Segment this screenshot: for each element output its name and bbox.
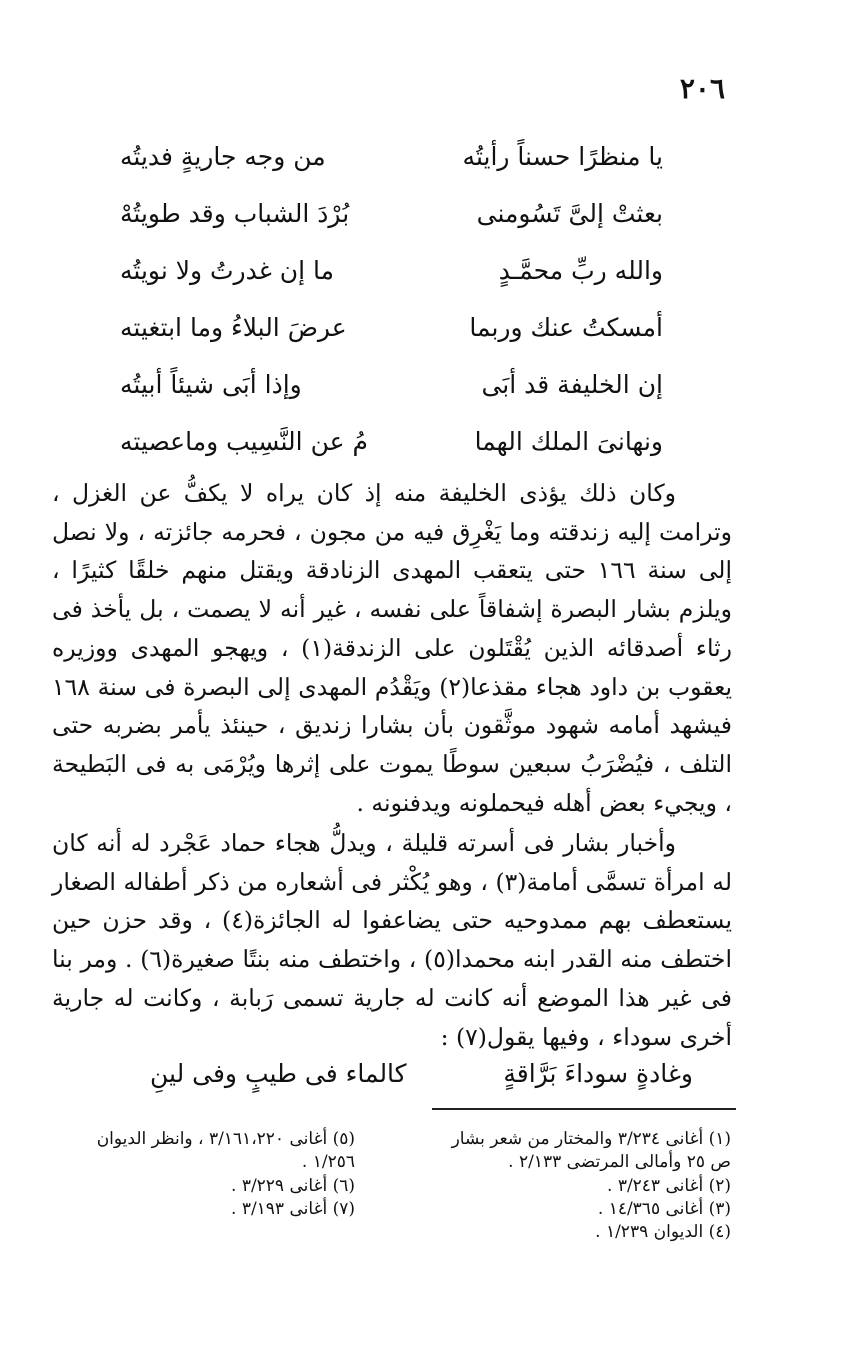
- footnote-line: (٤) الديوان ١/٢٣٩ .: [595, 1222, 731, 1243]
- footnote-line: (٥) أغانى ٣/١٦١،٢٢٠ ، وانظر الديوان: [96, 1129, 355, 1149]
- paragraph-text: وكان ذلك يؤذى الخليفة منه إذ كان يراه لا يكفُّ عن الغزل ، وترامت إليه زندقته وما يَغْرِق فيه من مجون ، فحرمه جائزته ، ولا نصل إلى سنة ١٦٦ حتى يتعقب المهدى الزنادقة ويقتل منهم خلقًا كثيرًا ، ويلزم بشار البصرة إشفاقاً على نفسه ، غير أنه لا يصمت ، بل يأخذ فى رثاء أصدقائه الذين يُقْتَلون على الزندقة(١) ، ويهجو المهدى ووزيره يعقوب بن داود هجاء مقذعا(٢) ويَقْدُم المهدى إلى البصرة فى سنة ١٦٨ فيشهد أمامه شهود موثَّقون بأن بشارا زنديق ، حينئذ يأمر بضربه حتى التلف ، فيُضْرَبُ سبعين سوطًا يموت على إثرها ويُرْمَى به فى البَطيحة ، ويجيء بعض أهله فيحملونه ويدفنونه .: [52, 479, 733, 817]
- footnote-line: (١) أغانى ٣/٢٣٤ والمختار من شعر بشار: [451, 1129, 731, 1149]
- body-paragraph-2: [52, 824, 732, 1056]
- verse-1-second-hemistich: من وجه جاريةٍ فديتُه: [120, 142, 326, 171]
- verse-4-first-hemistich: أمسكتُ عنك وربما: [469, 313, 663, 342]
- footnote-divider: [432, 1108, 736, 1110]
- final-verse-first-hemistich: وغادةٍ سوداءَ بَرَّاقةٍ: [503, 1059, 693, 1088]
- verse-3-first-hemistich: والله ربِّ محمَّـدٍ: [498, 256, 663, 285]
- verse-3-second-hemistich: ما إن غدرتُ ولا نويتُه: [120, 256, 335, 285]
- footnote-line: (٣) أغانى ١٤/٣٦٥ .: [597, 1198, 731, 1219]
- paragraph-text: وأخبار بشار فى أسرته قليلة ، ويدلُّ هجاء حماد عَجْرد له أنه كان له امرأة تسمَّى أمامة(٣) ، وهو يُكْثر فى أشعاره من ذكر أطفاله الصغار يستعطف بهم ممدوحيه حتى يضاعفوا له الجائزة(٤) ، وقد حزن حين اختطف منه القدر ابنه محمدا(٥) ، واختطف منه بنتًا صغيرة(٦) . ومر بنا فى غير هذا الموضع أنه كانت له جارية تسمى رَبابة ، وكانت له جارية أخرى سوداء ، وفيها يقول(٧) :: [52, 829, 733, 1051]
- verse-6-first-hemistich: ونهانىَ الملك الهما: [474, 427, 663, 456]
- verse-4-second-hemistich: عرضَ البلاءُ وما ابتغيته: [120, 313, 347, 342]
- footnote-line: (٧) أغانى ٣/١٩٣ .: [231, 1198, 355, 1219]
- page-number: ٢٠٦: [679, 72, 725, 105]
- body-paragraph-1: [52, 474, 732, 822]
- verse-1-first-hemistich: يا منظرًا حسناً رأيتُه: [462, 142, 663, 171]
- verse-6-second-hemistich: مُ عن النَّسِيب وماعصيته: [120, 427, 368, 456]
- footnotes-left-column: [55, 1128, 355, 1221]
- verse-2-first-hemistich: بعثتْ إلىَّ تَسُومنى: [476, 199, 663, 228]
- verse-5-second-hemistich: وإذا أبَى شيئاً أبيتُه: [120, 370, 302, 399]
- footnotes-right-column: [431, 1128, 731, 1244]
- verse-2-second-hemistich: بُرْدَ الشباب وقد طويتُهْ: [120, 199, 350, 228]
- final-verse-second-hemistich: كالماء فى طيبٍ وفى لينِ: [150, 1059, 407, 1088]
- verse-5-first-hemistich: إن الخليفة قد أبَى: [481, 370, 663, 399]
- footnote-line: (٢) أغانى ٣/٢٤٣ .: [607, 1175, 731, 1196]
- footnote-line: (٦) أغانى ٣/٢٢٩ .: [231, 1175, 355, 1196]
- footnote-line: ١/٢٥٦ .: [301, 1152, 355, 1173]
- footnote-line: ص ٢٥ وأمالى المرتضى ٢/١٣٣ .: [508, 1152, 731, 1173]
